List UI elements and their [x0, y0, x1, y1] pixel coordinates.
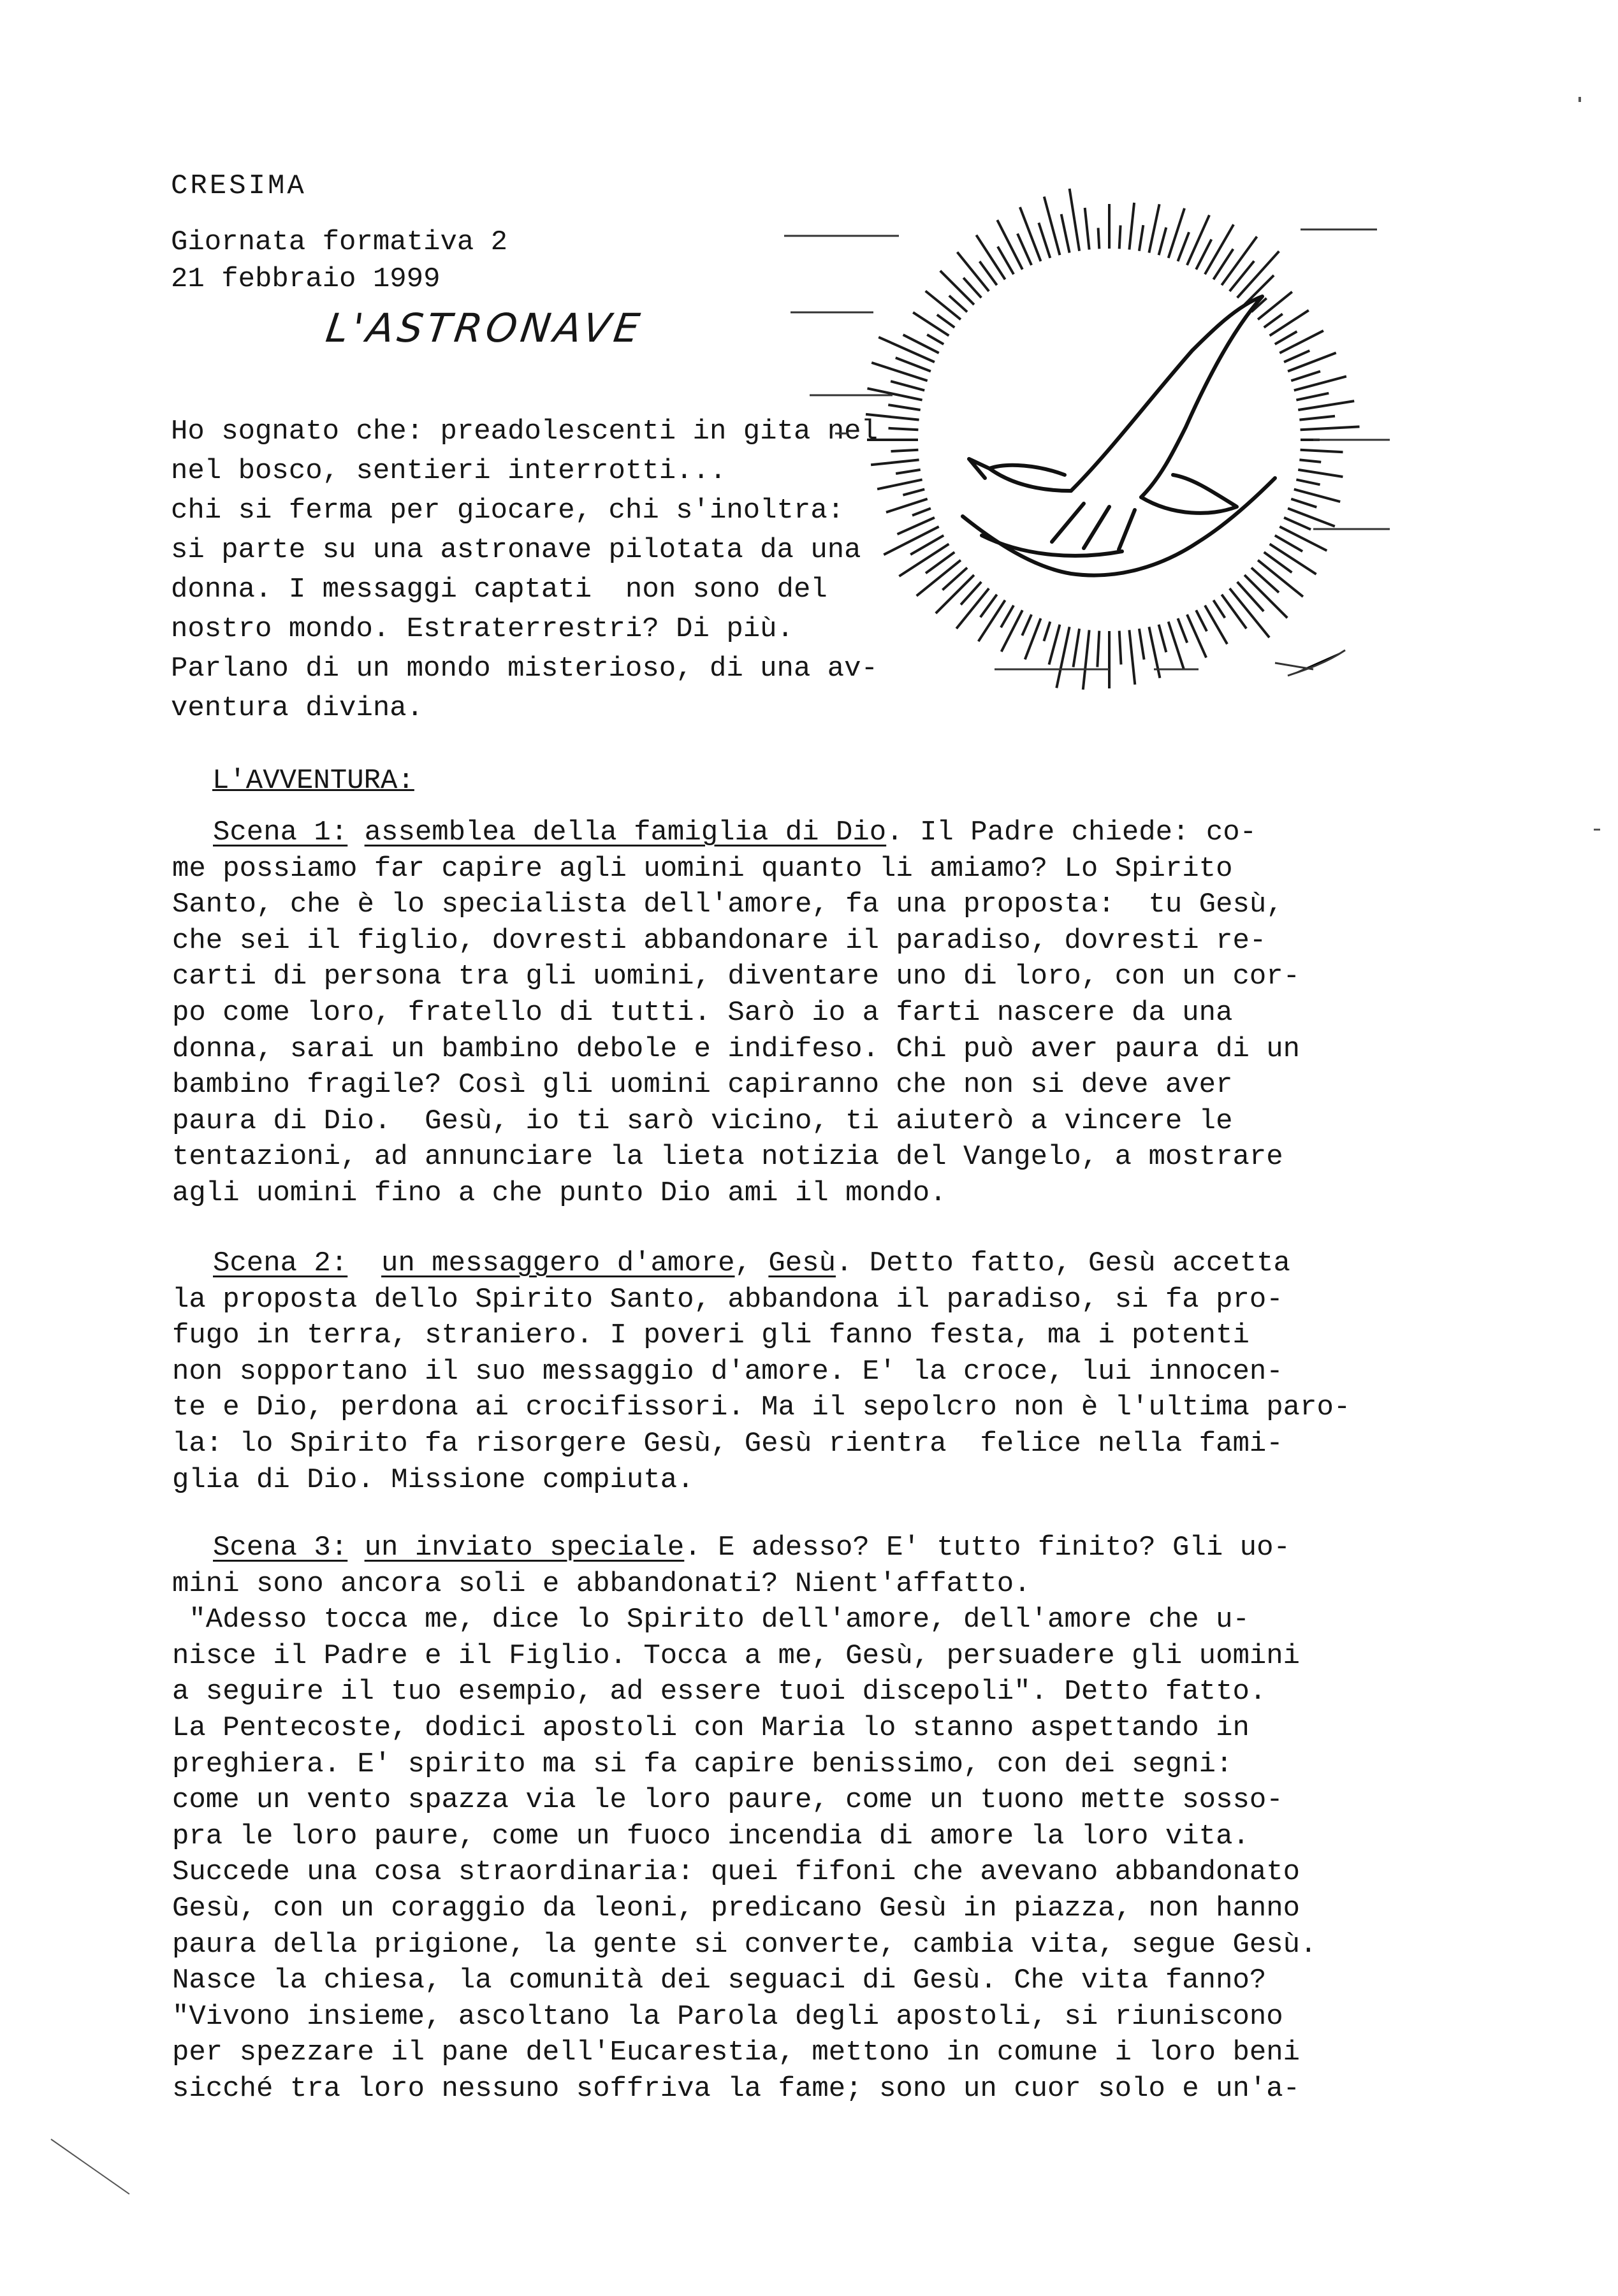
- paragraph-line: La Pentecoste, dodici apostoli con Maria lo stanno aspettando in: [172, 1711, 1250, 1744]
- sun-ray: [979, 600, 1005, 642]
- intro-line: nel bosco, sentieri interrotti...: [171, 455, 727, 487]
- sun-ray: [1301, 450, 1343, 453]
- sun-ray: [896, 470, 921, 474]
- paragraph-line: "Adesso tocca me, dice lo Spirito dell'amore, dell'amore che u-: [172, 1604, 1250, 1636]
- scene-2-paragraph: Scena 2: un messaggero d'amore, Gesù. Detto fatto, Gesù accetta la proposta dello Spirito Santo, abbandona il paradiso, si fa pro- fugo in terra, straniero. I poveri gli fanno festa, ma i potenti non sopportano il suo messaggio d'amore. E' la croce, lui innocen- te e Dio, perdona ai crocifissori. Ma il sepolcro non è l'ultima paro- la: lo Spirito fa risorgere Gesù, Gesù rientra felice nella fami- glia di Dio. Missione compiuta.: [172, 1246, 1530, 1498]
- sun-ray: [1056, 627, 1069, 688]
- sun-ray: [888, 405, 920, 410]
- paragraph-line: "Vivono insieme, ascoltano la Parola degli apostoli, si riuniscono: [172, 2000, 1283, 2033]
- sun-ray: [949, 296, 967, 312]
- sun-ray: [886, 499, 928, 512]
- scan-mark: [1578, 97, 1581, 102]
- paragraph-line: Gesù, con un coraggio da leoni, predicano Gesù in piazza, non hanno: [172, 1892, 1301, 1924]
- sun-ray: [1049, 625, 1060, 665]
- sun-ray: [1196, 610, 1207, 631]
- sun-ray: [997, 220, 1023, 270]
- scene-subtitle: un messaggero d'amore: [381, 1247, 735, 1279]
- sun-ray: [1205, 606, 1227, 644]
- dove-icon: [963, 296, 1275, 576]
- sun-ray: [1129, 630, 1135, 685]
- sun-ray: [878, 337, 935, 362]
- sun-ray: [866, 414, 919, 420]
- scene-first-line-rest: . E adesso? E' tutto finito? Gli uo-: [684, 1532, 1290, 1564]
- sun-ray: [1098, 228, 1100, 249]
- scene-subtitle: un inviato speciale: [364, 1532, 685, 1564]
- sun-ray: [1119, 631, 1121, 665]
- paragraph-line: donna, sarai un bambino debole e indifeso. Chi può aver paura di un: [172, 1033, 1301, 1065]
- sun-ray: [976, 235, 1005, 280]
- scene-label: Scena 1:: [213, 817, 348, 848]
- sun-ray: [913, 312, 949, 335]
- sun-ray: [1178, 232, 1190, 261]
- sun-ray: [1279, 527, 1327, 551]
- paragraph-line: glia di Dio. Missione compiuta.: [172, 1464, 694, 1496]
- sun-ray: [871, 363, 928, 381]
- sun-ray: [1299, 460, 1321, 462]
- sun-ray: [1159, 625, 1167, 652]
- sun-ray: [891, 381, 924, 390]
- paragraph-line: Succede una cosa straordinaria: quei fifoni che avevano abbandonato: [172, 1856, 1301, 1889]
- sun-ray: [1270, 310, 1309, 336]
- scene-subtitle: assemblea della famiglia di Dio: [364, 817, 887, 848]
- sun-ray: [936, 575, 974, 613]
- sun-ray: [1264, 314, 1283, 328]
- sun-ray: [871, 460, 919, 465]
- sun-ray: [1230, 261, 1254, 291]
- paragraph-line: non sopportano il suo messaggio d'amore. E' la croce, lui innocen-: [172, 1355, 1283, 1388]
- sun-ray: [1085, 208, 1090, 250]
- sun-ray: [1270, 544, 1316, 574]
- sun-ray: [1284, 518, 1311, 530]
- paragraph-line: po come loro, fratello di tutti. Sarò io a farti nascere da una: [172, 996, 1233, 1029]
- sun-and-dove-illustration: [752, 159, 1466, 720]
- sun-ray: [937, 315, 955, 328]
- sun-ray: [963, 278, 981, 298]
- sun-ray: [1298, 401, 1354, 410]
- sun-ray: [1061, 214, 1070, 253]
- sun-ray: [1291, 372, 1320, 381]
- sun-ray: [1296, 479, 1320, 484]
- paragraph-line: a seguire il tuo esempio, ad essere tuoi discepoli". Detto fatto.: [172, 1676, 1267, 1708]
- sun-ray: [896, 358, 931, 371]
- sun-ray: [940, 271, 974, 305]
- intro-line: ventura divina.: [171, 692, 424, 724]
- sun-ray: [1187, 614, 1206, 658]
- sun-ray: [926, 291, 961, 320]
- event-subtitle: Giornata formativa 2: [171, 226, 508, 258]
- paragraph-line: paura di Dio. Gesù, io ti sarò vicino, ti aiuterò a vincere le: [172, 1105, 1233, 1137]
- sun-ray: [891, 450, 919, 451]
- sun-ray: [1139, 225, 1143, 251]
- sun-ray: [889, 428, 919, 430]
- scene-first-line-rest: . Detto fatto, Gesù accetta: [835, 1247, 1290, 1279]
- sun-ray: [1017, 234, 1031, 265]
- intro-line: Ho sognato che: preadolescenti in gita nel: [171, 416, 878, 447]
- paragraph-line: sicché tra loro nessuno soffriva la fame; sono un cuor solo e un'a-: [172, 2072, 1301, 2105]
- intro-line: donna. I messaggi captati non sono del: [171, 574, 827, 606]
- scene-1-paragraph: [172, 815, 1530, 1212]
- sun-ray: [1149, 627, 1160, 678]
- paragraph-line: la: lo Spirito fa risorgere Gesù, Gesù rientra felice nella fami-: [172, 1427, 1283, 1460]
- sun-ray: [1022, 614, 1031, 636]
- handwritten-title: L'ASTRONAVE: [323, 305, 646, 351]
- sun-ray: [1097, 631, 1099, 667]
- sun-ray: [956, 588, 989, 628]
- sun-ray: [1298, 470, 1343, 477]
- sun-ray: [1149, 204, 1159, 252]
- sun-ray: [1070, 189, 1080, 251]
- sun-ray: [1083, 630, 1090, 689]
- sun-ray: [1294, 490, 1340, 502]
- sun-ray: [1291, 499, 1316, 507]
- sun-ray: [1129, 203, 1134, 250]
- sun-ray: [980, 595, 997, 618]
- sun-ray: [1044, 621, 1050, 641]
- sun-ray: [1002, 610, 1023, 651]
- sun-ray: [912, 509, 931, 516]
- sun-ray: [1284, 351, 1309, 362]
- sun-ray: [884, 527, 938, 555]
- sun-ray: [1020, 207, 1041, 261]
- scene-subtitle-name: Gesù: [768, 1247, 836, 1279]
- sun-ray: [1074, 628, 1080, 667]
- paragraph-line: Nasce la chiesa, la comunità dei seguaci di Gesù. Che vita fanno?: [172, 1965, 1267, 1997]
- sun-ray: [1119, 226, 1121, 249]
- sun-rays: [866, 189, 1359, 690]
- sun-ray: [1178, 618, 1188, 643]
- paragraph-line: agli uomini fino a che punto Dio ami il mondo.: [172, 1177, 947, 1209]
- paragraph-line: tentazioni, ad annunciare la lieta notizia del Vangelo, a mostrare: [172, 1141, 1283, 1173]
- scene-3-paragraph: [172, 1530, 1530, 2107]
- scene-label: Scena 3:: [213, 1532, 348, 1564]
- sun-ray: [1275, 331, 1297, 344]
- intro-line: chi si ferma per giocare, chi s'inoltra:: [171, 495, 845, 527]
- event-date: 21 febbraio 1999: [171, 263, 441, 295]
- decorative-dashes: [784, 229, 1390, 676]
- intro-line: nostro mondo. Estraterrestri? Di più.: [171, 613, 794, 645]
- paragraph-line: me possiamo far capire agli uomini quanto li amiamo? Lo Spirito: [172, 852, 1233, 885]
- scene-label: Scena 2:: [213, 1247, 348, 1279]
- sun-ray: [1237, 582, 1264, 611]
- intro-line: Parlano di un mondo misterioso, di una av-: [171, 653, 878, 685]
- sun-ray: [1213, 600, 1225, 618]
- document-title: CRESIMA: [171, 170, 307, 202]
- paragraph-line: per spezzare il pane dell'Eucarestia, mettono in comune i loro beni: [172, 2037, 1301, 2069]
- sun-ray: [1205, 224, 1234, 274]
- sun-ray: [1139, 628, 1144, 659]
- sun-ray: [1299, 416, 1335, 420]
- paragraph-line: te e Dio, perdona ai crocifissori. Ma il sepolcro non è l'ultima paro-: [172, 1391, 1351, 1424]
- intro-line: si parte su una astronave pilotata da una: [171, 534, 861, 566]
- paragraph-line: mini sono ancora soli e abbandonati? Nient'affatto.: [172, 1567, 1031, 1600]
- sun-ray: [958, 252, 989, 291]
- sun-ray: [1288, 353, 1336, 372]
- paragraph-line: Santo, che è lo specialista dell'amore, fa una proposta: tu Gesù,: [172, 889, 1283, 921]
- sun-ray: [927, 335, 944, 344]
- sun-ray: [1301, 426, 1360, 430]
- sun-ray: [1187, 215, 1209, 265]
- sun-ray: [1251, 568, 1279, 593]
- paragraph-line: carti di persona tra gli uomini, diventare uno di loro, con un cor-: [172, 961, 1301, 993]
- paragraph-line: fugo in terra, straniero. I poveri gli fanno festa, ma i potenti: [172, 1319, 1250, 1352]
- sun-ray: [1001, 606, 1014, 628]
- sun-ray: [899, 544, 949, 576]
- paragraph-line: nisce il Padre e il Figlio. Tocca a me, Gesù, persuadere gli uomini: [172, 1639, 1301, 1672]
- paragraph-line: pra le loro paure, come un fuoco incendia di amore la loro vita.: [172, 1820, 1250, 1852]
- paragraph-line: la proposta dello Spirito Santo, abbandona il paradiso, si fa pro-: [172, 1283, 1283, 1316]
- sun-ray: [1159, 228, 1167, 255]
- sun-ray: [1296, 393, 1329, 400]
- sun-ray: [877, 479, 922, 489]
- paragraph-line: bambino fragile? Così gli uomini capiranno che non si deve aver: [172, 1069, 1233, 1101]
- paragraph-line: come un vento spazza via le loro paure, come un tuono mette sosso-: [172, 1784, 1283, 1817]
- sun-ray: [1039, 223, 1050, 258]
- section-heading: L'AVVENTURA:: [212, 765, 414, 797]
- sun-ray: [1279, 331, 1323, 353]
- sun-ray: [903, 490, 924, 495]
- sun-ray: [868, 388, 922, 400]
- scene-first-line-rest: . Il Padre chiede: co-: [886, 817, 1257, 848]
- scan-mark: [50, 2139, 129, 2195]
- sun-ray: [1221, 595, 1246, 628]
- paragraph-line: che sei il figlio, dovresti abbandonare il paradiso, dovresti re-: [172, 924, 1267, 957]
- paragraph-line: preghiera. E' spirito ma si fa capire benissimo, con dei segni:: [172, 1748, 1233, 1780]
- paragraph-line: paura della prigione, la gente si converte, cambia vita, segue Gesù.: [172, 1928, 1317, 1961]
- scan-mark: [1594, 829, 1600, 831]
